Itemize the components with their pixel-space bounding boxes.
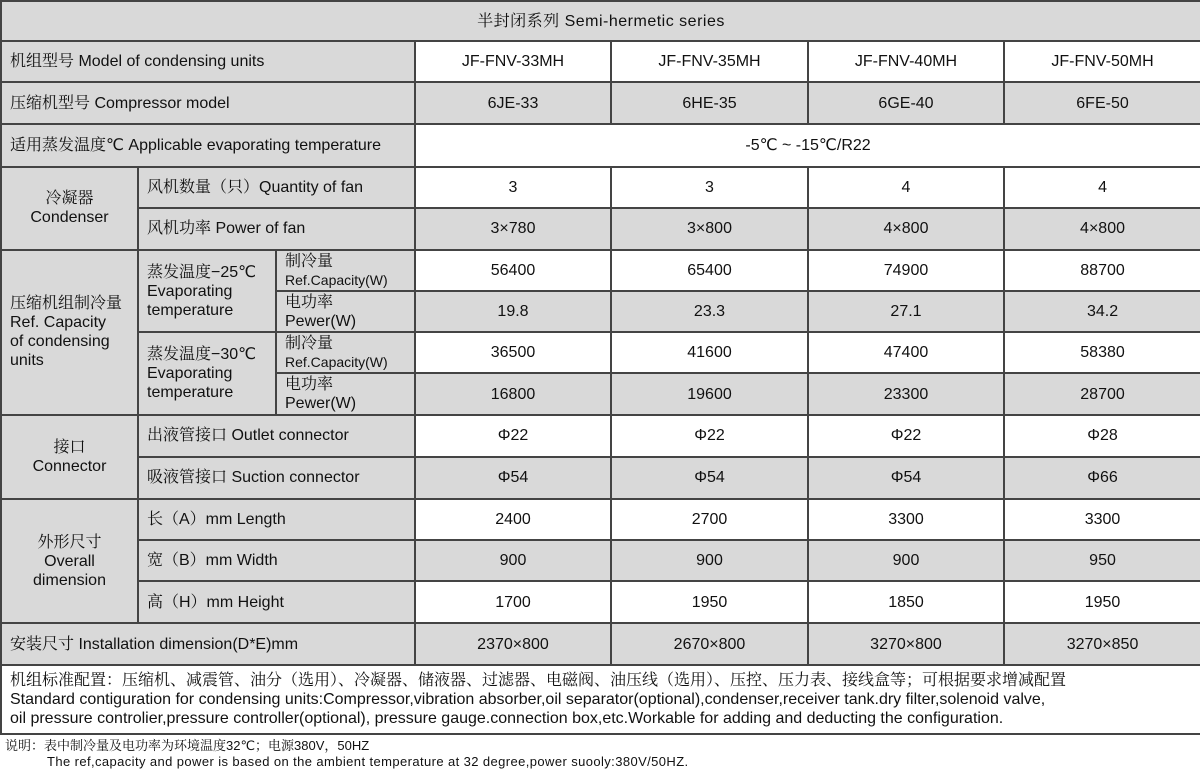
footnote-en: The ref,capacity and power is based on the ambient temperature at 32 degree,power suooly:380V/50HZ. <box>47 754 689 769</box>
dimension-group-en: Overall <box>44 552 95 570</box>
fan-power-value: 3×800 <box>611 208 808 250</box>
suction-row <box>1 457 1200 499</box>
ref-capacity-cn: 制冷量 <box>285 252 334 270</box>
height-value: 1850 <box>808 581 1004 623</box>
model-value: JF-FNV-33MH <box>415 41 611 82</box>
power-value: 23300 <box>808 373 1004 414</box>
power-label <box>276 291 415 332</box>
outlet-label: 出液管接口 Outlet connector <box>138 415 415 457</box>
dimension-group-cn: 外形尺寸 <box>37 533 102 551</box>
power-cn: 电功率 <box>285 376 334 394</box>
ref-capacity-value: 74900 <box>808 250 1004 291</box>
fan-qty-value: 3 <box>611 167 808 208</box>
footer-row <box>1 665 1200 734</box>
capacity-group-cn: 压缩机组制冷量 <box>10 295 123 313</box>
outlet-row <box>1 415 1200 457</box>
suction-value: Φ54 <box>808 457 1004 499</box>
ref-capacity-value: 65400 <box>611 250 808 291</box>
length-label: 长（A）mm Length <box>138 499 415 540</box>
ref-capacity-cn: 制冷量 <box>285 334 334 352</box>
power-value: 19600 <box>611 373 808 414</box>
width-value: 950 <box>1004 540 1200 581</box>
power-value: 28700 <box>1004 373 1200 414</box>
evap-temp-25-group <box>138 250 276 332</box>
fan-power-value: 3×780 <box>415 208 611 250</box>
footnote-cn: 说明：表中制冷量及电功率为环境温度32℃；电源380V，50HZ <box>5 738 370 753</box>
condenser-group-cn: 冷凝器 <box>45 190 94 208</box>
width-value: 900 <box>415 540 611 581</box>
standard-config <box>1 665 1200 734</box>
ref-capacity-en: Ref.Capacity(W) <box>285 353 388 370</box>
dimension-group <box>1 499 138 623</box>
install-row <box>1 623 1200 664</box>
outlet-value: Φ22 <box>415 415 611 457</box>
power-cn: 电功率 <box>285 293 334 311</box>
fan-qty-value: 4 <box>808 167 1004 208</box>
footnote <box>5 738 1195 770</box>
connector-group-cn: 接口 <box>53 438 86 456</box>
model-row <box>1 41 1200 82</box>
power-en: Pewer(W) <box>285 312 357 330</box>
fan-qty-value: 3 <box>415 167 611 208</box>
height-label: 高（H）mm Height <box>138 581 415 623</box>
ref-capacity-value: 88700 <box>1004 250 1200 291</box>
power-value: 23.3 <box>611 291 808 332</box>
power-value: 27.1 <box>808 291 1004 332</box>
outlet-value: Φ22 <box>808 415 1004 457</box>
suction-value: Φ66 <box>1004 457 1200 499</box>
install-value: 2670×800 <box>611 623 808 664</box>
power-value: 34.2 <box>1004 291 1200 332</box>
width-label: 宽（B）mm Width <box>138 540 415 581</box>
length-row <box>1 499 1200 540</box>
compressor-value: 6FE-50 <box>1004 82 1200 124</box>
ref-capacity-value: 41600 <box>611 332 808 373</box>
width-value: 900 <box>611 540 808 581</box>
condenser-group-en: Condenser <box>30 209 109 227</box>
evap-temp-25-en: Evaporating <box>147 282 233 300</box>
compressor-row <box>1 82 1200 124</box>
fan-power-label: 风机功率 Power of fan <box>138 208 415 250</box>
standard-config-cn: 机组标准配置：压缩机、减震管、油分（选用）、冷凝器、储液器、过滤器、电磁阀、油压线（选用）、压控、压力表、接线盒等；可根据要求增减配置 <box>10 671 1067 689</box>
power-value: 16800 <box>415 373 611 414</box>
capacity-group-en: units <box>10 352 44 370</box>
ref-capacity-label <box>276 250 415 291</box>
suction-value: Φ54 <box>611 457 808 499</box>
length-value: 3300 <box>808 499 1004 540</box>
height-value: 1950 <box>1004 581 1200 623</box>
compressor-value: 6HE-35 <box>611 82 808 124</box>
evap-temp-value: -5℃ ~ -15℃/R22 <box>415 124 1200 166</box>
compressor-value: 6GE-40 <box>808 82 1004 124</box>
model-value: JF-FNV-40MH <box>808 41 1004 82</box>
ref-capacity-30-row <box>1 332 1200 373</box>
fan-qty-value: 4 <box>1004 167 1200 208</box>
outlet-value: Φ22 <box>611 415 808 457</box>
height-value: 1700 <box>415 581 611 623</box>
capacity-group <box>1 250 138 415</box>
evap-temp-30-en: Evaporating <box>147 364 233 382</box>
compressor-value: 6JE-33 <box>415 82 611 124</box>
capacity-group-en: Ref. Capacity <box>10 314 107 332</box>
fan-qty-label: 风机数量（只）Quantity of fan <box>138 167 415 208</box>
ref-capacity-value: 56400 <box>415 250 611 291</box>
install-value: 3270×850 <box>1004 623 1200 664</box>
power-en: Pewer(W) <box>285 395 357 413</box>
height-row <box>1 581 1200 623</box>
evap-temp-25-en: temperature <box>147 301 234 319</box>
evap-temp-25-cn: 蒸发温度−25℃ <box>147 263 257 281</box>
ref-capacity-value: 36500 <box>415 332 611 373</box>
compressor-label: 压缩机型号 Compressor model <box>1 82 415 124</box>
ref-capacity-25-row <box>1 250 1200 291</box>
length-value: 3300 <box>1004 499 1200 540</box>
connector-group <box>1 415 138 499</box>
power-label <box>276 373 415 414</box>
fan-power-value: 4×800 <box>1004 208 1200 250</box>
evap-temp-30-group <box>138 332 276 414</box>
standard-config-en: Standard contiguration for condensing units:Compressor,vibration absorber,oil separator(optional),condenser,receiver tank.dry filter,solenoid valve, <box>10 690 1046 708</box>
title-row <box>1 1 1200 41</box>
height-value: 1950 <box>611 581 808 623</box>
capacity-group-en: of condensing <box>10 333 110 351</box>
connector-group-en: Connector <box>32 457 107 475</box>
ref-capacity-value: 58380 <box>1004 332 1200 373</box>
evap-temp-row <box>1 124 1200 166</box>
install-value: 3270×800 <box>808 623 1004 664</box>
dimension-group-en: dimension <box>33 571 106 589</box>
suction-label: 吸液管接口 Suction connector <box>138 457 415 499</box>
width-value: 900 <box>808 540 1004 581</box>
fan-power-value: 4×800 <box>808 208 1004 250</box>
length-value: 2400 <box>415 499 611 540</box>
evap-temp-30-en: temperature <box>147 383 234 401</box>
fan-qty-row <box>1 167 1200 208</box>
condenser-group <box>1 167 138 250</box>
length-value: 2700 <box>611 499 808 540</box>
power-value: 19.8 <box>415 291 611 332</box>
fan-power-row <box>1 208 1200 250</box>
width-row <box>1 540 1200 581</box>
ref-capacity-value: 47400 <box>808 332 1004 373</box>
evap-temp-30-cn: 蒸发温度−30℃ <box>147 345 257 363</box>
outlet-value: Φ28 <box>1004 415 1200 457</box>
model-value: JF-FNV-50MH <box>1004 41 1200 82</box>
ref-capacity-en: Ref.Capacity(W) <box>285 271 388 288</box>
ref-capacity-label <box>276 332 415 373</box>
evap-temp-label: 适用蒸发温度℃ Applicable evaporating temperature <box>1 124 415 166</box>
install-label: 安装尺寸 Installation dimension(D*E)mm <box>1 623 415 664</box>
model-label: 机组型号 Model of condensing units <box>1 41 415 82</box>
table-title: 半封闭系列 Semi-hermetic series <box>1 1 1200 41</box>
model-value: JF-FNV-35MH <box>611 41 808 82</box>
install-value: 2370×800 <box>415 623 611 664</box>
suction-value: Φ54 <box>415 457 611 499</box>
standard-config-en: oil pressure controlier,pressure controller(optional), pressure gauge.connection box,etc.Workable for adding and deducting the configuration. <box>10 709 1004 727</box>
